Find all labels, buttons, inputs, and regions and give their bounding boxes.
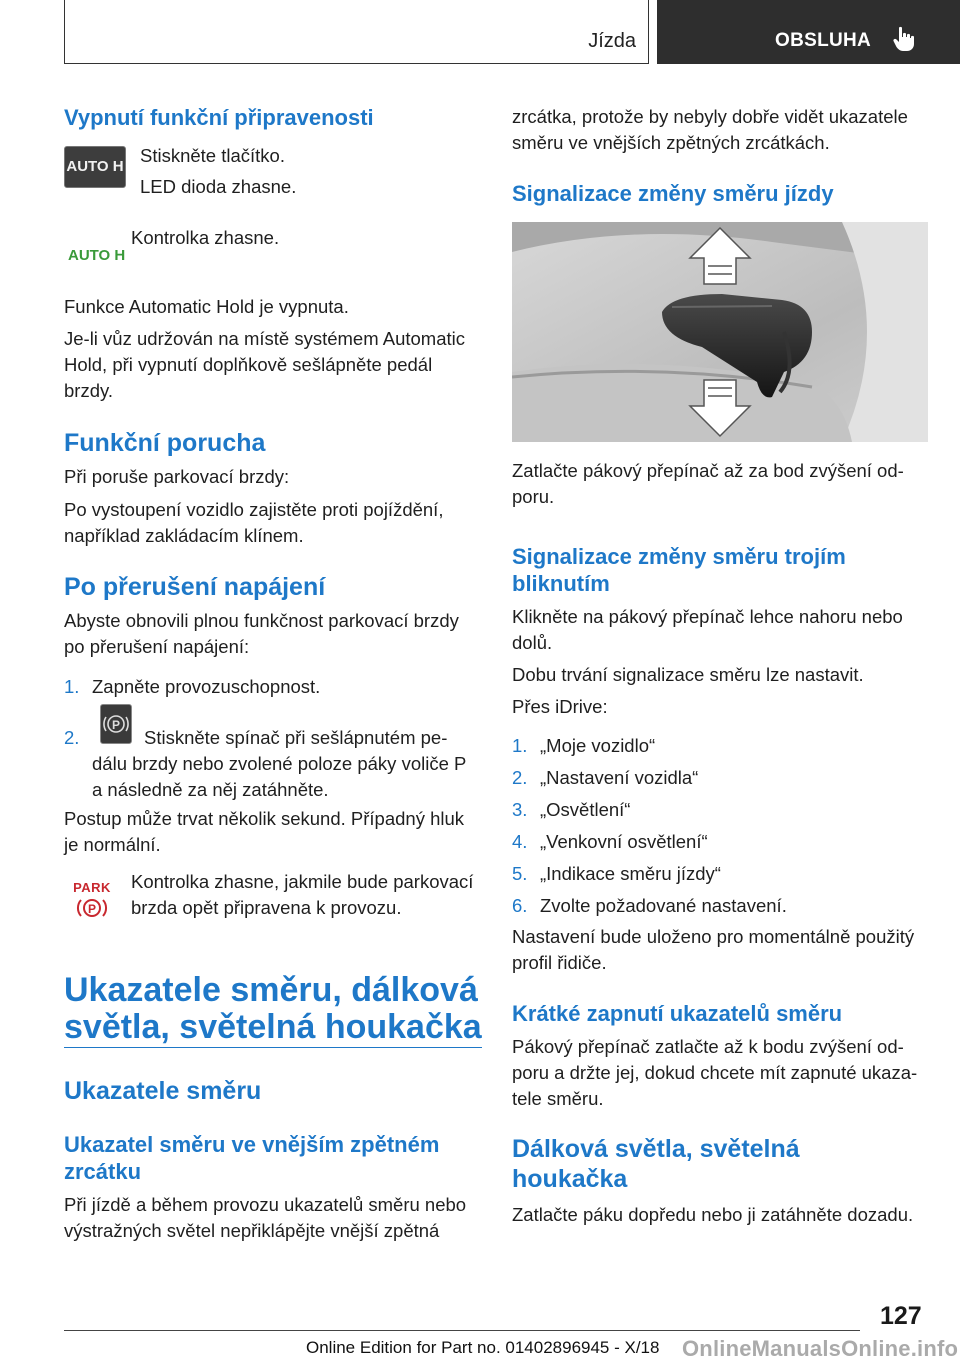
list-item: 6. Zvolte požadované nastavení. [512, 895, 787, 916]
heading-short-signal: Krátké zapnutí ukazatelů směru [512, 1001, 843, 1026]
heading-turn-signals: Ukazatele směru [64, 1077, 262, 1105]
auto-h-indicator-lamp-icon: AUTO H [68, 247, 126, 264]
svg-text:P: P [111, 718, 121, 732]
text-press-button: Stiskněte tlačítko. [140, 145, 285, 166]
text-short-1: Pákový přepínač zatlačte až k bodu zvýšení od- [512, 1036, 904, 1057]
footer-rule [64, 1330, 860, 1331]
text-duration-1: Postup může trvat několik sekund. Případný hluk [64, 808, 465, 829]
heading-signal: Signalizace změny směru jízdy [512, 181, 834, 206]
text-triple-1a: Klikněte na pákový přepínač lehce nahoru nebo [512, 606, 903, 627]
text-saved-2: profil řidiče. [512, 952, 607, 973]
list-item: 2. [64, 727, 80, 748]
list-item: 2. „Nastavení vozidla“ [512, 767, 699, 788]
text-triple-3: Přes iDrive: [512, 696, 608, 717]
text-step2-3: a následně za něj zatáhněte. [92, 779, 329, 800]
footer [0, 1336, 960, 1362]
footer-watermark: OnlineManualsOnline.info [682, 1336, 959, 1361]
text-power-intro-2: po přerušení napájení: [64, 636, 250, 657]
text-ah-off: Funkce Automatic Hold je vypnuta. [64, 296, 349, 317]
heading-triple-2: bliknutím [512, 571, 610, 596]
text-short-2: poru a držte jej, dokud chcete mít zapnuté ukaza- [512, 1062, 918, 1083]
text-short-3: tele směru. [512, 1088, 604, 1109]
text-led-off: LED dioda zhasne. [140, 176, 297, 197]
text-park-off-2: brzda opět připravena k provozu. [131, 897, 402, 918]
text-power-intro-1: Abyste obnovili plnou funkčnost parkovací brzdy [64, 610, 459, 631]
text-triple-1b: dolů. [512, 632, 553, 653]
list-item: 3. „Osvětlení“ [512, 799, 631, 820]
footer-edition: Online Edition for Part no. 01402896945 - X/18 [306, 1338, 660, 1357]
parking-brake-switch-icon [100, 704, 132, 744]
list-item: 4. „Venkovní osvětlení“ [512, 831, 708, 852]
heading-main-2: světla, světelná houkačka [64, 1008, 482, 1046]
heading-high-beam-1: Dálková světla, světelná [512, 1135, 800, 1163]
text-ah-hold-1: Je-li vůz udržován na místě systémem Automatic [64, 328, 465, 349]
text-ah-hold-2: Hold, při vypnutí doplňkově sešlápněte pedál [64, 354, 433, 375]
list-item: 1. Zapněte provozuschopnost. [64, 676, 321, 697]
chapter-title: OBSLUHA [775, 30, 872, 51]
hand-pointer-icon [893, 26, 915, 52]
text-lamp-off: Kontrolka zhasne. [131, 227, 280, 248]
text-mirror-cont-2: směru ve vnějších zpětných zrcátkách. [512, 132, 830, 153]
text-triple-2: Dobu trvání signalizace směru lze nastavit. [512, 664, 864, 685]
list-item: 5. „Indikace směru jízdy“ [512, 863, 721, 884]
list-item: 1. „Moje vozidlo“ [512, 735, 656, 756]
text-signal-1: Zatlačte pákový přepínač až za bod zvýšení od- [512, 460, 904, 481]
watermark-text: Downloaded from www.Manualslib.com manuals search engine [64, 1294, 93, 1295]
heading-power-interrupt: Po přerušení napájení [64, 573, 326, 601]
section-title: Jízda [588, 30, 636, 52]
heading-main-1: Ukazatele směru, dálková [64, 971, 478, 1009]
heading-disable-readiness: Vypnutí funkční připravenosti [64, 105, 374, 130]
text-signal-2: poru. [512, 486, 555, 507]
auto-h-button-icon: AUTO H [64, 146, 126, 188]
svg-text:P: P [87, 902, 97, 916]
heading-high-beam-2: houkačka [512, 1165, 628, 1193]
page-number: 127 [880, 1302, 922, 1330]
text-mirror-cont-1: zrcátka, protože by nebyly dobře vidět ukazatele [512, 106, 908, 127]
header-section-box [64, 0, 649, 64]
text-step2-2: dálu brzdy nebo zvolené poloze páky voliče P [92, 753, 467, 774]
text-high-beam: Zatlačte páku dopředu nebo ji zatáhněte dozadu. [512, 1204, 914, 1225]
text-mirror-1: Při jízdě a během provozu ukazatelů směru nebo [64, 1194, 467, 1215]
heading-mirror-1: Ukazatel směru ve vnějším zpětném [64, 1132, 440, 1157]
text-fault-1: Při poruše parkovací brzdy: [64, 466, 290, 487]
heading-fault: Funkční porucha [64, 429, 266, 457]
heading-rule [64, 1047, 482, 1048]
park-indicator-lamp-icon: PARK P [73, 880, 111, 916]
text-fault-2b: například zakládacím klínem. [64, 525, 304, 546]
heading-triple-1: Signalizace změny směru trojím [512, 544, 846, 569]
header-chapter-box [657, 0, 960, 64]
text-mirror-2: výstražných světel nepřiklápějte vnější zpětná [64, 1220, 440, 1241]
text-step2-1: Stiskněte spínač při sešlápnutém pe- [144, 727, 448, 748]
text-saved-1: Nastavení bude uloženo pro momentálně použitý [512, 926, 915, 947]
text-duration-2: je normální. [64, 834, 161, 855]
text-ah-hold-3: brzdy. [64, 380, 114, 401]
heading-mirror-2: zrcátku [64, 1159, 142, 1184]
text-park-off-1: Kontrolka zhasne, jakmile bude parkovací [131, 871, 474, 892]
turn-signal-lever-photo [512, 222, 928, 442]
text-fault-2a: Po vystoupení vozidlo zajistěte proti pojíždění, [64, 499, 444, 520]
